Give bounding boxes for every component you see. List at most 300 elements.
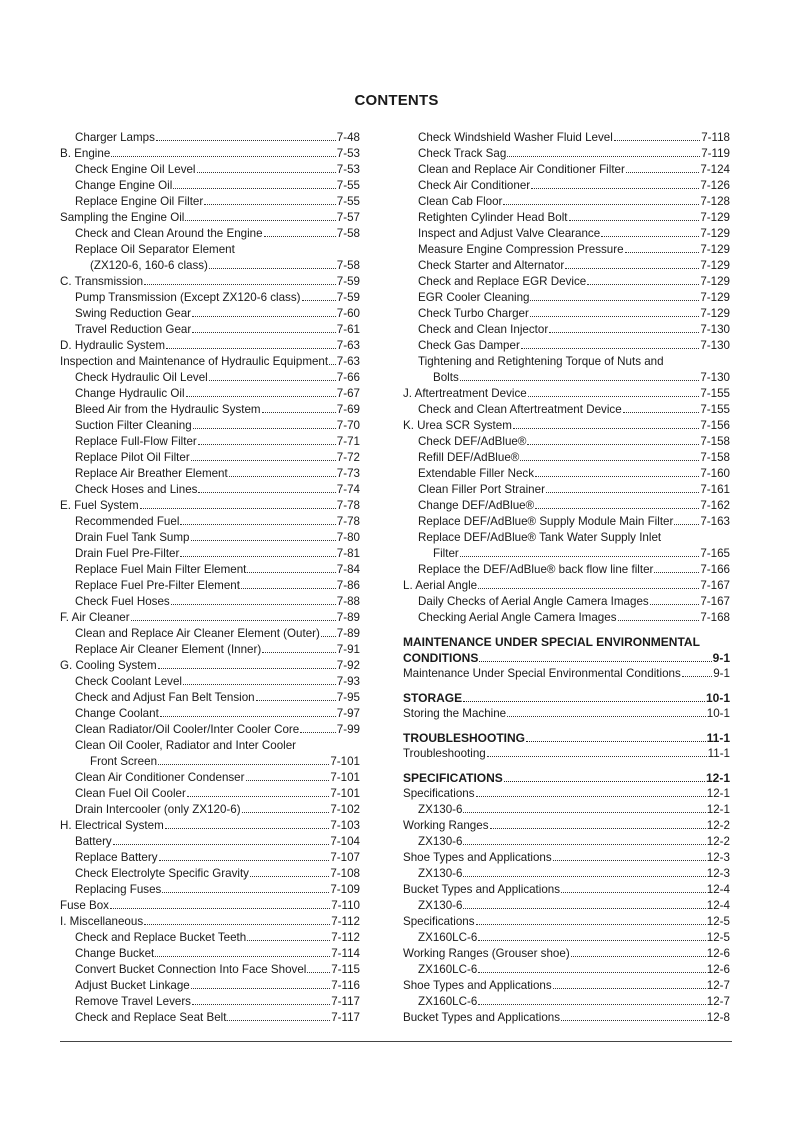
toc-page-number: 7-118: [701, 131, 730, 144]
toc-page-number: 7-81: [336, 547, 360, 560]
toc-entry[interactable]: [60, 626, 360, 642]
toc-page-number: 7-101: [330, 771, 360, 784]
toc-leader-dots: [198, 482, 335, 493]
toc-leader-dots: [535, 466, 699, 477]
toc-page-number: 7-101: [330, 787, 360, 800]
toc-entry-title: Specifications: [403, 915, 475, 928]
toc-entry[interactable]: [403, 594, 730, 610]
toc-page-number: 7-129: [700, 275, 730, 288]
toc-page-number: 7-92: [336, 659, 360, 672]
toc-entry-title: Replace Battery: [75, 851, 158, 864]
toc-entry[interactable]: [403, 914, 730, 930]
toc-entry[interactable]: [403, 450, 730, 466]
toc-entry[interactable]: [60, 514, 360, 530]
toc-entry[interactable]: [60, 610, 360, 626]
toc-entry-title: B. Engine: [60, 147, 111, 160]
toc-entry[interactable]: [60, 754, 360, 770]
toc-entry[interactable]: [60, 162, 360, 178]
toc-entry[interactable]: [60, 482, 360, 498]
toc-entry[interactable]: [60, 322, 360, 338]
toc-leader-dots: [171, 594, 336, 605]
toc-entry[interactable]: [60, 706, 360, 722]
toc-entry-title: ZX130-6: [418, 835, 463, 848]
toc-leader-dots: [530, 306, 700, 317]
toc-entry-title: Check and Clean Around the Engine: [75, 227, 263, 240]
toc-entry[interactable]: [403, 930, 730, 946]
toc-page-number: 12-5: [706, 931, 730, 944]
toc-entry-title: Check Track Sag: [418, 147, 507, 160]
toc-page-number: 7-53: [336, 163, 360, 176]
toc-page-number: 7-95: [336, 691, 360, 704]
toc-page-number: 7-97: [336, 707, 360, 720]
toc-entry[interactable]: [60, 370, 360, 386]
toc-page-number: 12-8: [706, 1011, 730, 1024]
toc-entry[interactable]: [60, 738, 360, 754]
toc-entry-title: Check Turbo Charger: [418, 307, 529, 320]
toc-section-heading[interactable]: [403, 730, 730, 746]
toc-entry-title: Inspect and Adjust Valve Clearance: [418, 227, 601, 240]
toc-entry-title: I. Miscellaneous: [60, 915, 144, 928]
toc-section-heading[interactable]: [403, 650, 730, 666]
toc-entry[interactable]: [60, 722, 360, 738]
toc-entry-title: EGR Cooler Cleaning: [418, 291, 530, 304]
toc-entry[interactable]: [60, 850, 360, 866]
toc-leader-dots: [553, 978, 706, 989]
toc-leader-dots: [113, 834, 330, 845]
toc-entry-title: Change Hydraulic Oil: [75, 387, 185, 400]
toc-page-number: 7-74: [336, 483, 360, 496]
toc-leader-dots: [162, 882, 329, 893]
toc-entry[interactable]: [403, 786, 730, 802]
toc-entry[interactable]: [60, 786, 360, 802]
toc-page-number: 12-7: [706, 979, 730, 992]
toc-entry-title: G. Cooling System: [60, 659, 157, 672]
toc-entry-title: Convert Bucket Connection Into Face Shovel: [75, 963, 307, 976]
toc-leader-dots: [463, 898, 705, 909]
toc-page-number: 7-129: [700, 291, 730, 304]
toc-entry-title: Sampling the Engine Oil: [60, 211, 185, 224]
toc-leader-dots: [623, 402, 700, 413]
toc-leader-dots: [504, 771, 705, 782]
toc-entry[interactable]: [60, 178, 360, 194]
toc-leader-dots: [321, 626, 336, 637]
toc-leader-dots: [549, 322, 699, 333]
toc-page-number: 7-59: [336, 291, 360, 304]
toc-page-number: 12-5: [706, 915, 730, 928]
toc-page-number: 12-1: [705, 771, 730, 785]
toc-entry[interactable]: [403, 834, 730, 850]
toc-entry[interactable]: [60, 1010, 360, 1026]
toc-entry-title: Inspection and Maintenance of Hydraulic Equipment: [60, 355, 329, 368]
toc-leader-dots: [614, 130, 700, 141]
toc-page-number: 7-109: [330, 883, 360, 896]
toc-page-number: 12-2: [706, 835, 730, 848]
toc-leader-dots: [460, 546, 700, 557]
toc-entry[interactable]: [403, 746, 730, 762]
toc-entry[interactable]: [403, 850, 730, 866]
toc-entry-title: TROUBLESHOOTING: [403, 731, 525, 745]
toc-entry[interactable]: [60, 146, 360, 162]
toc-entry[interactable]: [60, 354, 360, 370]
toc-entry-title: Clean Air Conditioner Condenser: [75, 771, 245, 784]
toc-entry[interactable]: [60, 530, 360, 546]
toc-page-number: 12-4: [706, 883, 730, 896]
toc-entry[interactable]: [403, 226, 730, 242]
toc-entry-title: Check and Replace Seat Belt: [75, 1011, 227, 1024]
toc-entry[interactable]: [60, 834, 360, 850]
toc-leader-dots: [250, 866, 329, 877]
toc-entry-title: Drain Fuel Tank Sump: [75, 531, 190, 544]
toc-entry[interactable]: [403, 530, 730, 546]
toc-entry-title: Replace Fuel Pre-Filter Element: [75, 579, 240, 592]
toc-leader-dots: [186, 386, 336, 397]
toc-page-number: 7-73: [336, 467, 360, 480]
toc-page-number: 7-126: [700, 179, 730, 192]
toc-leader-dots: [626, 162, 699, 173]
toc-page-number: 12-7: [706, 995, 730, 1008]
toc-page-number: 7-80: [336, 531, 360, 544]
toc-leader-dots: [476, 914, 706, 925]
toc-entry-title: D. Hydraulic System: [60, 339, 166, 352]
toc-leader-dots: [173, 178, 335, 189]
toc-page-number: 7-130: [700, 323, 730, 336]
toc-entry-title: Drain Intercooler (only ZX120-6): [75, 803, 241, 816]
toc-entry-title: ZX130-6: [418, 867, 463, 880]
toc-leader-dots: [520, 450, 699, 461]
toc-entry[interactable]: [403, 994, 730, 1010]
toc-leader-dots: [262, 642, 336, 653]
toc-page-number: 7-128: [700, 195, 730, 208]
toc-entry-title: Check Hoses and Lines: [75, 483, 198, 496]
toc-entry-title: Clean and Replace Air Cleaner Element (Outer): [75, 627, 320, 640]
toc-page-number: 11-1: [707, 747, 730, 760]
toc-entry[interactable]: [403, 162, 730, 178]
toc-entry-title: C. Transmission: [60, 275, 144, 288]
toc-page-number: 7-166: [700, 563, 730, 576]
toc-page-number: 12-6: [706, 947, 730, 960]
toc-page-number: 7-102: [330, 803, 360, 816]
toc-page-number: 7-103: [330, 819, 360, 832]
toc-leader-dots: [307, 962, 330, 973]
toc-entry-title: Replace Fuel Main Filter Element: [75, 563, 247, 576]
toc-entry-title: Check and Replace Bucket Teeth: [75, 931, 247, 944]
toc-entry[interactable]: [60, 594, 360, 610]
toc-entry[interactable]: [403, 306, 730, 322]
toc-entry[interactable]: [60, 802, 360, 818]
section-gap: [403, 762, 730, 770]
toc-page-number: 12-2: [706, 819, 730, 832]
toc-entry[interactable]: [60, 770, 360, 786]
toc-entry[interactable]: [403, 578, 730, 594]
toc-entry-title: STORAGE: [403, 691, 463, 705]
toc-entry-title: ZX160LC-6: [418, 931, 478, 944]
toc-entry[interactable]: [403, 562, 730, 578]
toc-entry[interactable]: [403, 338, 730, 354]
toc-entry[interactable]: [403, 130, 730, 146]
toc-leader-dots: [111, 146, 336, 157]
toc-leader-dots: [569, 210, 700, 221]
toc-entry[interactable]: [403, 434, 730, 450]
toc-entry-title: Change Bucket: [75, 947, 155, 960]
toc-leader-dots: [625, 242, 700, 253]
toc-entry[interactable]: [403, 242, 730, 258]
toc-entry[interactable]: [403, 898, 730, 914]
section-gap: [403, 682, 730, 690]
toc-page-number: 7-99: [336, 723, 360, 736]
toc-leader-dots: [192, 994, 330, 1005]
toc-entry[interactable]: [403, 498, 730, 514]
toc-page-number: 7-59: [336, 275, 360, 288]
toc-entry[interactable]: [60, 194, 360, 210]
toc-entry[interactable]: [403, 946, 730, 962]
toc-entry[interactable]: [60, 498, 360, 514]
toc-entry[interactable]: [403, 178, 730, 194]
toc-entry[interactable]: [60, 978, 360, 994]
toc-entry-title: Pump Transmission (Except ZX120-6 class): [75, 291, 301, 304]
toc-page-number: 7-117: [331, 995, 360, 1008]
toc-page-number: 7-112: [331, 931, 360, 944]
toc-page-number: 7-158: [700, 451, 730, 464]
toc-entry[interactable]: [60, 306, 360, 322]
toc-entry-title: Battery: [75, 835, 112, 848]
toc-entry[interactable]: [60, 546, 360, 562]
toc-leader-dots: [198, 434, 336, 445]
toc-page-number: 7-116: [331, 979, 360, 992]
toc-entry-title: Replace Pilot Oil Filter: [75, 451, 190, 464]
toc-leader-dots: [302, 290, 336, 301]
toc-entry[interactable]: [60, 882, 360, 898]
toc-page-number: 7-58: [336, 227, 360, 240]
toc-page-number: 7-63: [336, 339, 360, 352]
toc-entry[interactable]: [60, 274, 360, 290]
toc-page-number: 12-6: [706, 963, 730, 976]
toc-entry-title: Swing Reduction Gear: [75, 307, 191, 320]
toc-entry[interactable]: [403, 610, 730, 626]
toc-page-number: 7-58: [336, 259, 360, 272]
toc-entry[interactable]: [403, 706, 730, 722]
toc-entry[interactable]: [403, 466, 730, 482]
toc-leader-dots: [463, 834, 705, 845]
toc-entry[interactable]: [60, 338, 360, 354]
toc-entry[interactable]: [403, 666, 730, 682]
toc-entry-title: Replacing Fuses: [75, 883, 162, 896]
toc-entry[interactable]: [403, 370, 730, 386]
toc-page-number: 7-129: [700, 227, 730, 240]
toc-entry-title: Troubleshooting: [403, 747, 486, 760]
toc-page-number: 7-167: [700, 595, 730, 608]
section-gap: [403, 722, 730, 730]
toc-section-heading[interactable]: [403, 770, 730, 786]
toc-entry[interactable]: [403, 482, 730, 498]
toc-page-number: 12-1: [706, 787, 730, 800]
toc-page-number: 7-129: [700, 259, 730, 272]
toc-entry-title: Bleed Air from the Hydraulic System: [75, 403, 261, 416]
toc-entry[interactable]: [60, 578, 360, 594]
toc-page-number: 7-155: [700, 387, 730, 400]
toc-leader-dots: [264, 226, 336, 237]
toc-entry[interactable]: [60, 130, 360, 146]
toc-entry[interactable]: [60, 466, 360, 482]
toc-entry[interactable]: [60, 994, 360, 1010]
toc-entry[interactable]: [60, 258, 360, 274]
toc-entry-title: Replace DEF/AdBlue® Tank Water Supply Inlet: [418, 531, 662, 544]
toc-leader-dots: [601, 226, 699, 237]
toc-leader-dots: [674, 514, 699, 525]
toc-entry-title: CONDITIONS: [403, 651, 479, 665]
toc-entry[interactable]: [403, 290, 730, 306]
toc-entry-title: Daily Checks of Aerial Angle Camera Images: [418, 595, 649, 608]
toc-entry[interactable]: [60, 562, 360, 578]
toc-section-heading[interactable]: [403, 690, 730, 706]
toc-entry-title: Check Windshield Washer Fluid Level: [418, 131, 613, 144]
toc-entry-title: Bucket Types and Applications: [403, 1011, 561, 1024]
toc-page-number: 7-72: [336, 451, 360, 464]
toc-page-number: 7-108: [330, 867, 360, 880]
toc-entry[interactable]: [403, 386, 730, 402]
toc-entry[interactable]: [60, 930, 360, 946]
toc-page-number: 7-114: [331, 947, 360, 960]
toc-entry-title: Recommended Fuel: [75, 515, 180, 528]
toc-leader-dots: [247, 930, 330, 941]
toc-entry-title: Check Fuel Hoses: [75, 595, 170, 608]
toc-entry[interactable]: [403, 514, 730, 530]
toc-entry[interactable]: [60, 866, 360, 882]
toc-entry[interactable]: [403, 402, 730, 418]
toc-entry[interactable]: [60, 434, 360, 450]
toc-leader-dots: [487, 746, 707, 757]
toc-entry-title: Working Ranges: [403, 819, 489, 832]
toc-entry-title: Check and Adjust Fan Belt Tension: [75, 691, 255, 704]
toc-page-number: 7-104: [330, 835, 360, 848]
toc-entry[interactable]: [403, 802, 730, 818]
toc-entry[interactable]: [60, 290, 360, 306]
toc-entry[interactable]: [403, 354, 730, 370]
toc-page-number: 7-61: [336, 323, 360, 336]
toc-page-number: 7-160: [700, 467, 730, 480]
toc-page-number: 7-67: [336, 387, 360, 400]
toc-entry-title: Storing the Machine: [403, 707, 507, 720]
toc-leader-dots: [192, 322, 336, 333]
toc-page-number: 7-129: [700, 211, 730, 224]
toc-entry[interactable]: [403, 1010, 730, 1026]
toc-entry-title: Check Electrolyte Specific Gravity: [75, 867, 249, 880]
toc-entry-title: Change Coolant: [75, 707, 159, 720]
toc-page-number: 7-107: [330, 851, 360, 864]
toc-entry-title: Check Engine Oil Level: [75, 163, 196, 176]
toc-entry-title: J. Aftertreatment Device: [403, 387, 527, 400]
toc-entry[interactable]: [403, 258, 730, 274]
toc-page-number: 7-112: [331, 915, 360, 928]
toc-page-number: 7-55: [336, 195, 360, 208]
toc-entry[interactable]: [60, 642, 360, 658]
toc-entry[interactable]: [403, 418, 730, 434]
toc-entry-title: Replace Full-Flow Filter: [75, 435, 197, 448]
toc-entry-title: Front Screen: [90, 755, 158, 768]
toc-leader-dots: [241, 578, 336, 589]
toc-page-number: 7-117: [331, 1011, 360, 1024]
toc-entry[interactable]: [403, 962, 730, 978]
page-title: CONTENTS: [354, 92, 439, 109]
toc-page-number: 7-48: [336, 131, 360, 144]
toc-entry[interactable]: [403, 194, 730, 210]
toc-entry[interactable]: [403, 274, 730, 290]
toc-entry-title: ZX160LC-6: [418, 995, 478, 1008]
toc-leader-dots: [561, 1010, 706, 1021]
toc-section-heading[interactable]: [403, 634, 730, 650]
toc-entry-title: Clean Cab Floor: [418, 195, 503, 208]
toc-entry[interactable]: [60, 226, 360, 242]
toc-page-number: 7-78: [336, 515, 360, 528]
toc-leader-dots: [191, 530, 336, 541]
toc-leader-dots: [165, 818, 330, 829]
toc-page-number: 7-66: [336, 371, 360, 384]
toc-page-number: 7-60: [336, 307, 360, 320]
toc-entry[interactable]: [403, 818, 730, 834]
toc-entry-title: Suction Filter Cleaning: [75, 419, 192, 432]
toc-page-number: 7-162: [700, 499, 730, 512]
toc-entry-title: Replace Air Breather Element: [75, 467, 228, 480]
toc-entry-title: Check Coolant Level: [75, 675, 182, 688]
toc-entry-title: Change DEF/AdBlue®: [418, 499, 535, 512]
toc-leader-dots: [535, 498, 699, 509]
toc-entry[interactable]: [60, 914, 360, 930]
toc-entry[interactable]: [60, 658, 360, 674]
toc-page-number: 7-161: [700, 483, 730, 496]
toc-entry[interactable]: [60, 962, 360, 978]
toc-page-number: 7-115: [331, 963, 360, 976]
toc-entry[interactable]: [60, 210, 360, 226]
toc-entry[interactable]: [60, 450, 360, 466]
toc-leader-dots: [191, 450, 336, 461]
toc-entry[interactable]: [403, 866, 730, 882]
toc-leader-dots: [159, 850, 330, 861]
toc-entry-title: Working Ranges (Grouser shoe): [403, 947, 570, 960]
toc-page-number: 7-88: [336, 595, 360, 608]
toc-entry[interactable]: [403, 322, 730, 338]
toc-page-number: 12-3: [706, 867, 730, 880]
toc-page-number: 7-69: [336, 403, 360, 416]
toc-entry[interactable]: [403, 146, 730, 162]
toc-entry[interactable]: [60, 674, 360, 690]
toc-entry[interactable]: [60, 386, 360, 402]
toc-entry[interactable]: [60, 242, 360, 258]
toc-entry[interactable]: [60, 946, 360, 962]
toc-entry[interactable]: [60, 898, 360, 914]
toc-entry-title: Change Engine Oil: [75, 179, 173, 192]
toc-page-number: 7-71: [336, 435, 360, 448]
toc-page-number: 7-91: [336, 643, 360, 656]
toc-leader-dots: [513, 418, 699, 429]
toc-leader-dots: [478, 962, 705, 973]
toc-entry[interactable]: [60, 402, 360, 418]
toc-entry-title: F. Air Cleaner: [60, 611, 130, 624]
toc-entry-title: K. Urea SCR System: [403, 419, 512, 432]
toc-entry[interactable]: [60, 418, 360, 434]
toc-leader-dots: [490, 818, 706, 829]
toc-entry[interactable]: [60, 690, 360, 706]
toc-entry[interactable]: [403, 546, 730, 562]
toc-page-number: 9-1: [713, 667, 730, 680]
toc-page-number: 10-1: [705, 691, 730, 705]
toc-entry-title: Check Hydraulic Oil Level: [75, 371, 208, 384]
toc-entry[interactable]: [403, 978, 730, 994]
toc-entry[interactable]: [403, 882, 730, 898]
toc-page-number: 12-4: [706, 899, 730, 912]
toc-leader-dots: [227, 1010, 330, 1021]
toc-entry-title: Fuse Box: [60, 899, 109, 912]
toc-entry[interactable]: [403, 210, 730, 226]
toc-entry[interactable]: [60, 818, 360, 834]
